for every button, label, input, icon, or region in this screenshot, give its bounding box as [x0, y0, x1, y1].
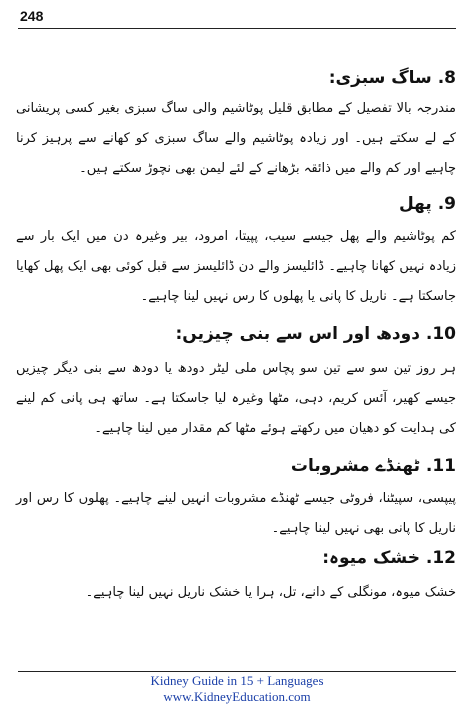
page-content [16, 66, 456, 608]
section-heading-fruits: 9. پھل [399, 194, 456, 214]
section-text-dairy: ہر روز تین سو سے تین سو پچاس ملی لیٹر دودھ یا دودھ سے بنی دیگر چیزیں جیسے کھیر، آئس کریم، دہی، مٹھا وغیرہ لیا جاسکتا ہے۔ ساتھ ہی پانی کم لینے کی ہدایت کو دھیان میں رکھتے ہوئے مٹھا کم مقدار میں لینا چاہیے۔ [16, 361, 456, 436]
section-heading-cold-drinks: 11. ٹھنڈے مشروبات [290, 456, 456, 476]
section-text-dry-fruits: خشک میوہ، مونگلی کے دانے، تل، ہرا یا خشک ناریل نہیں لینا چاہیے۔ [85, 585, 456, 600]
section-heading-dairy: 10. دودھ اور اس سے بنی چیزیں: [175, 324, 456, 344]
footer-title: Kidney Guide in 15 + Languages [150, 673, 324, 688]
footer [0, 673, 474, 705]
section-heading-vegetables: 8. ساگ سبزی: [328, 68, 456, 88]
page-number: 248 [20, 8, 44, 24]
footer-divider [18, 671, 456, 672]
footer-website-link[interactable]: www.KidneyEducation.com [163, 689, 311, 704]
header-divider [18, 28, 456, 29]
section-heading-dry-fruits: 12. خشک میوہ: [322, 548, 456, 568]
section-text-cold-drinks: پیپسی، سپیٹنا، فروٹی جیسے ٹھنڈے مشروبات انہیں لینے چاہیے۔ پھلوں کا رس اور ناریل کا پانی بھی نہیں لینا چاہیے۔ [16, 491, 456, 536]
section-text-fruits: کم پوٹاشیم والے پھل جیسے سیب، پپیتا، امرود، بیر وغیرہ دن میں ایک بار سے زیادہ نہیں کھانا چاہیے۔ ڈائلیسز والے دن ڈائلیسز سے قبل کوئی بھی ایک پھل کھایا جاسکتا ہے۔ ناریل کا پانی یا پھلوں کا رس نہیں لینا چاہیے۔ [16, 229, 456, 304]
section-text-vegetables: مندرجہ بالا تفصیل کے مطابق قلیل پوٹاشیم والی ساگ سبزی بغیر کسی پریشانی کے لے سکتے ہیں۔ اور زیادہ پوٹاشیم والے ساگ سبزی کو کھانے سے پرہیز کرنا چاہیے اور کم والے میں ذائقہ بڑھانے کے لئے لیمن بھی نچوڑ سکتے ہیں۔ [16, 101, 456, 176]
